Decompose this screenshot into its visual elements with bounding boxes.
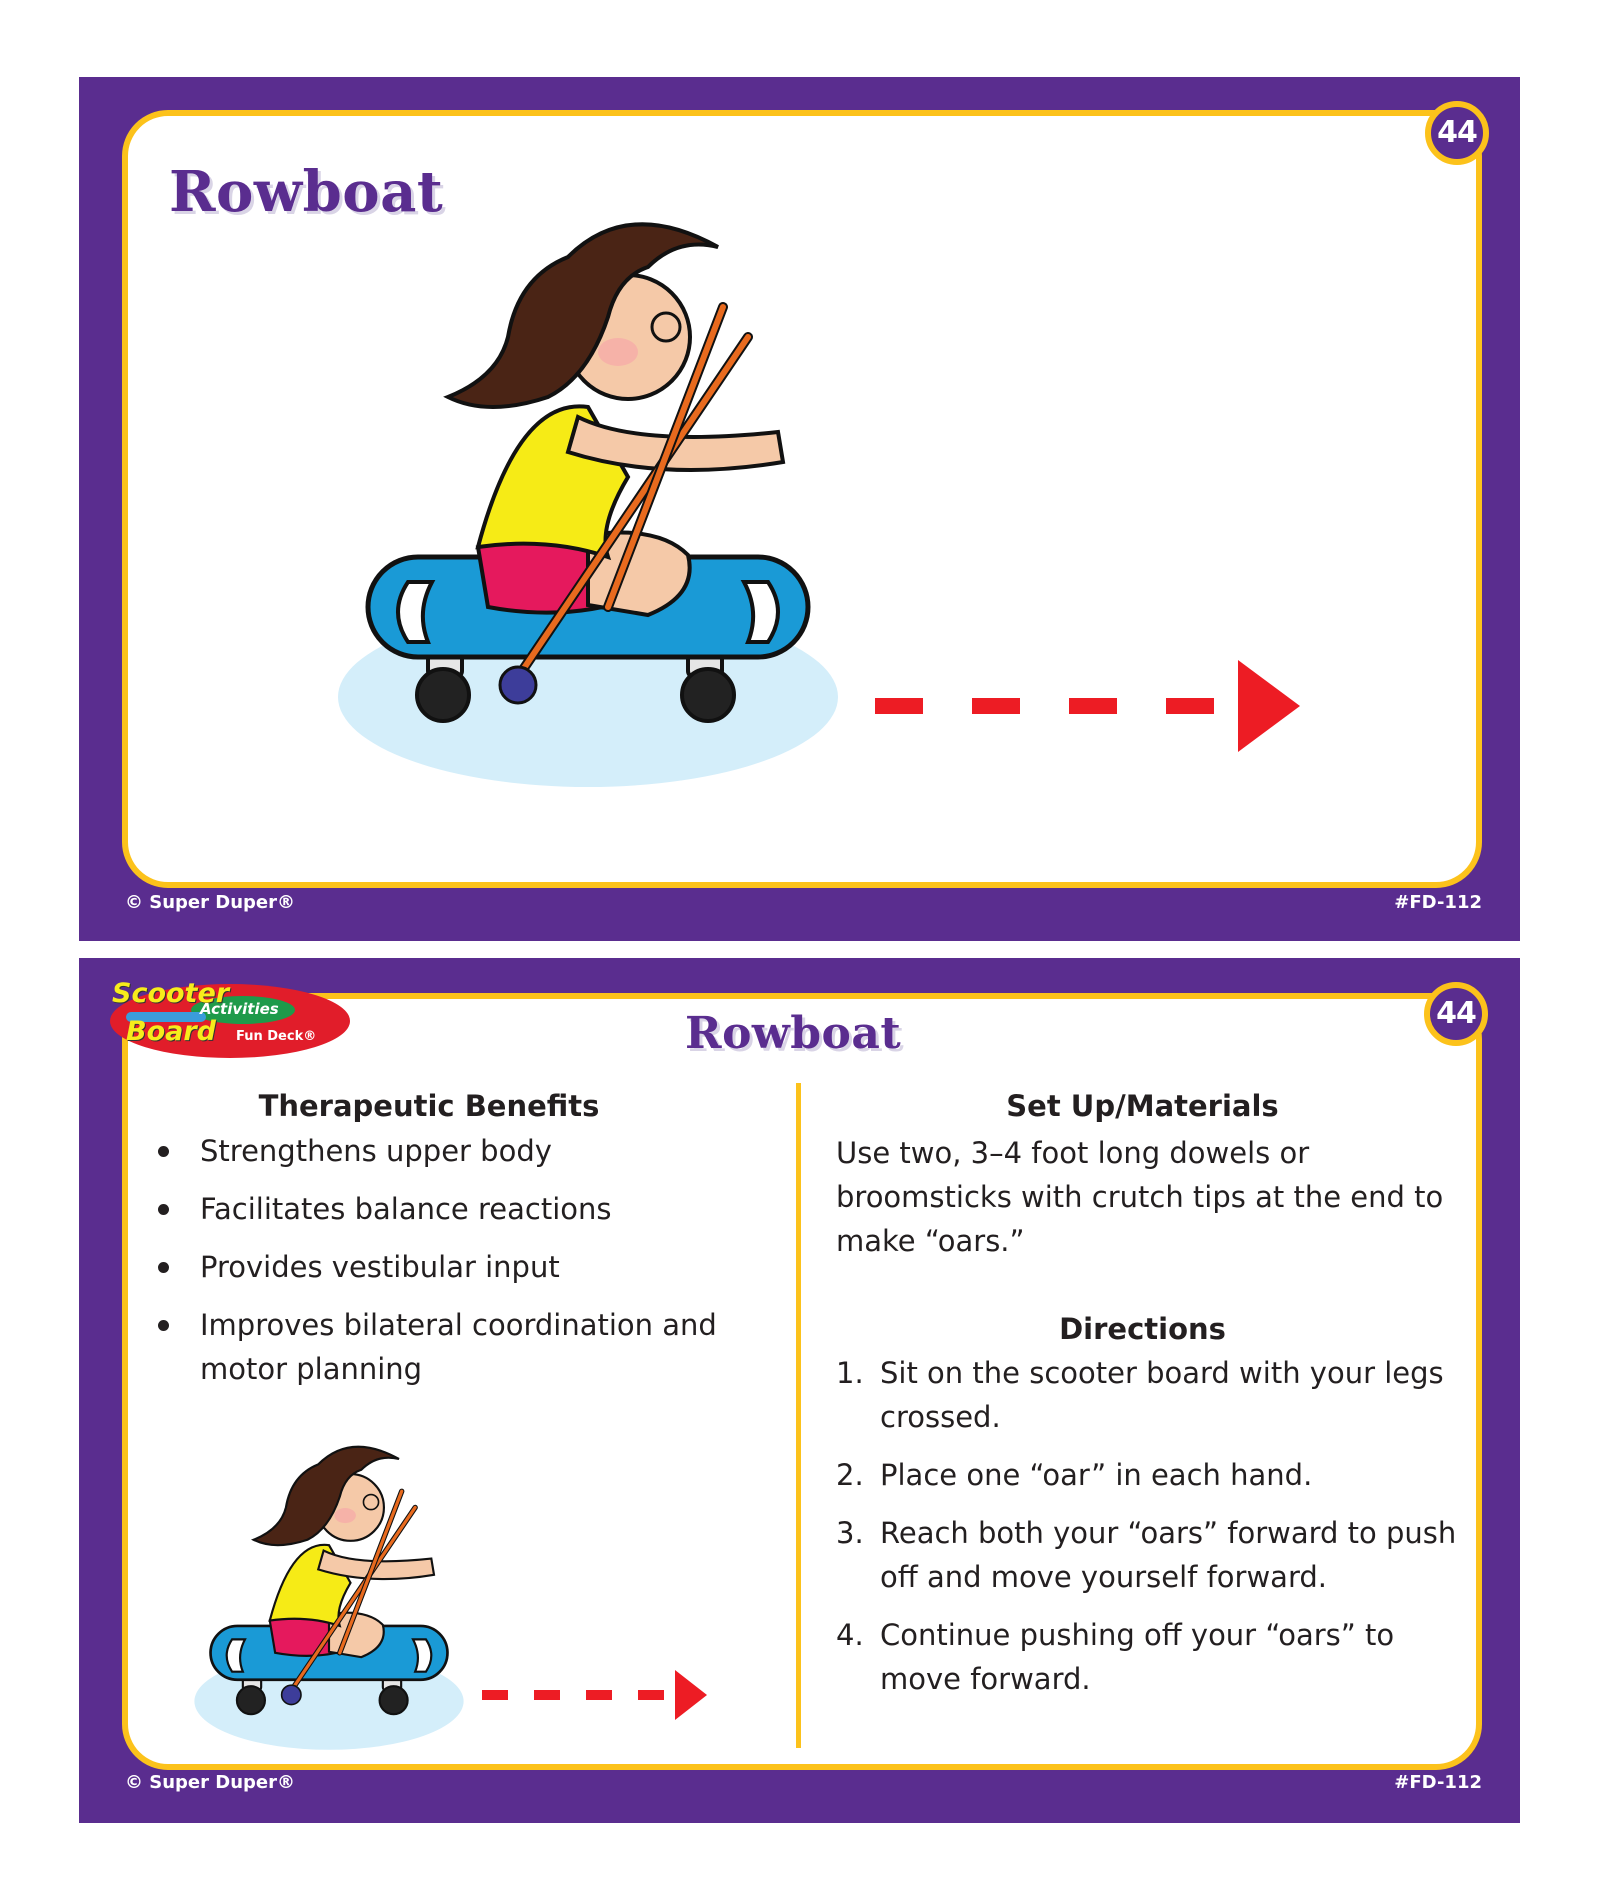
logo-activities-text: Activities xyxy=(200,1000,279,1018)
direction-step: 1. Sit on the scooter board with your legs crossed. xyxy=(836,1356,1444,1434)
card-title: Rowboat xyxy=(685,1008,902,1059)
bullet-icon xyxy=(158,1320,169,1331)
directions-list xyxy=(836,1351,1466,1715)
girl-rowing-scooter-illustration xyxy=(328,217,848,797)
product-code: #FD-112 xyxy=(1394,892,1482,913)
setup-materials-text: Use two, 3–4 foot long dowels or broomsticks with crutch tips at the end to make “oars.” xyxy=(836,1136,1444,1258)
benefit-item: Improves bilateral coordination and motor planning xyxy=(158,1303,748,1391)
benefit-item: Provides vestibular input xyxy=(158,1245,748,1289)
benefits-list xyxy=(158,1129,748,1405)
logo-fun-deck-text: Fun Deck® xyxy=(236,1029,317,1044)
activity-card-front xyxy=(79,77,1520,941)
bullet-icon xyxy=(158,1262,169,1273)
column-divider xyxy=(796,1083,801,1748)
benefit-item: Strengthens upper body xyxy=(158,1129,748,1173)
direction-step: 3. Reach both your “oars” forward to push off and move yourself forward. xyxy=(836,1516,1457,1594)
direction-step: 4. Continue pushing off your “oars” to move forward. xyxy=(836,1618,1395,1696)
directions-heading: Directions xyxy=(1059,1312,1226,1346)
card-title: Rowboat xyxy=(169,159,444,225)
direction-step: 2. Place one “oar” in each hand. xyxy=(836,1458,1313,1492)
scooter-board-fun-deck-logo xyxy=(108,978,352,1060)
product-code: #FD-112 xyxy=(1394,1772,1482,1793)
logo-scooter-text: Scooter xyxy=(112,978,230,1009)
benefit-item: Facilitates balance reactions xyxy=(158,1187,748,1231)
copyright-text: © Super Duper® xyxy=(125,1772,296,1793)
bullet-icon xyxy=(158,1204,169,1215)
logo-board-text: Board xyxy=(126,1016,216,1047)
setup-materials-heading: Set Up/Materials xyxy=(1006,1089,1279,1123)
activity-card-back xyxy=(79,958,1520,1823)
card-number-badge: 44 xyxy=(1425,101,1489,165)
girl-rowing-scooter-illustration-small xyxy=(189,1434,469,1764)
card-number-badge: 44 xyxy=(1424,982,1488,1046)
therapeutic-benefits-heading: Therapeutic Benefits xyxy=(258,1089,600,1123)
bullet-icon xyxy=(158,1146,169,1157)
copyright-text: © Super Duper® xyxy=(125,892,296,913)
